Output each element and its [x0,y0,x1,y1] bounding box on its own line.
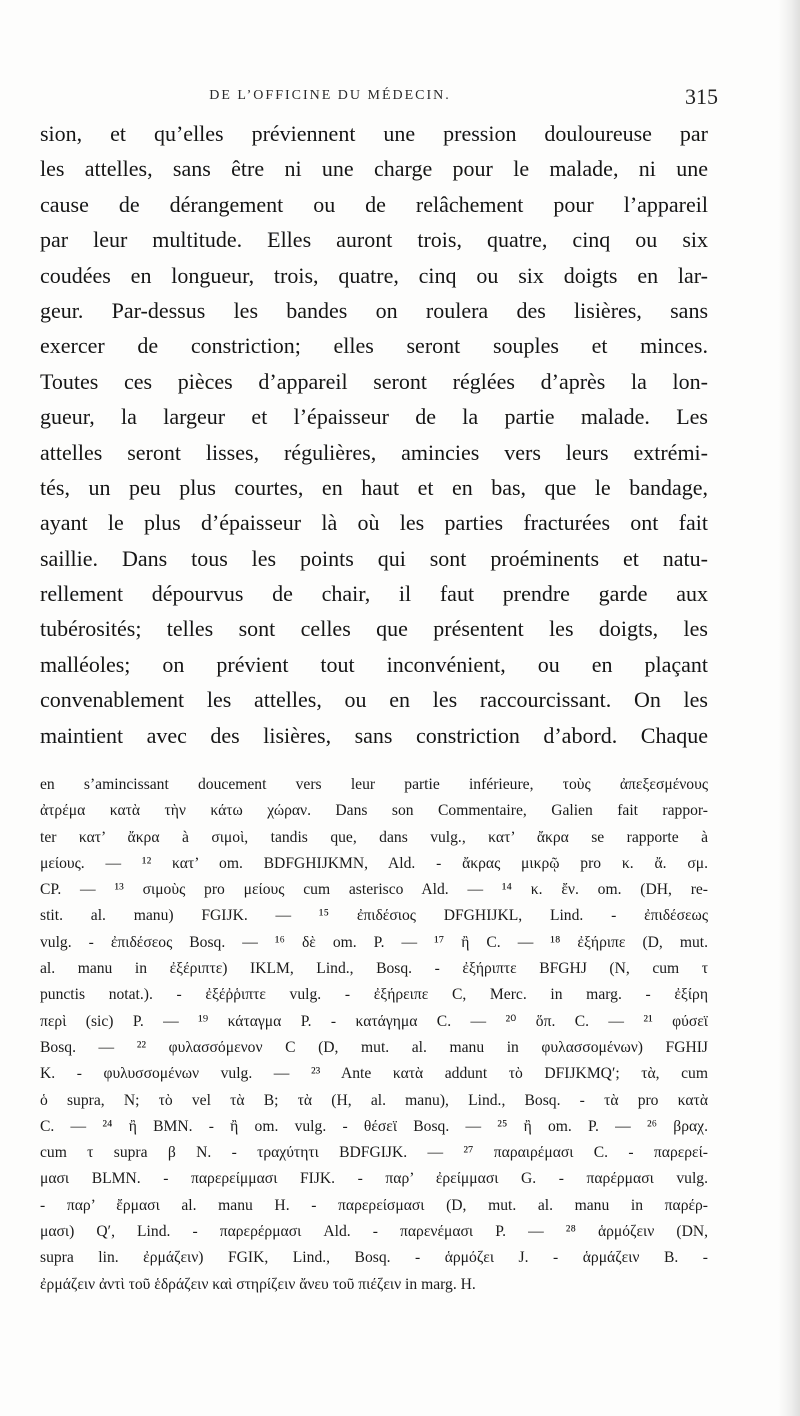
text-line: malléoles; on prévient tout inconvénient, ou en plaçant [40,651,708,677]
text-line: convenablement les attelles, ou en les raccourcissant. On les [40,687,708,713]
footnote-line: stit. al. manu) FGIJK. — ¹⁵ ἐπιδέσιος DFGHIJKL, Lind. - ἐπιδέσεως [40,907,708,925]
footnote-line: CP. — ¹³ σιμοὺς pro μείους cum asterisco Ald. — ¹⁴ κ. ἔν. om. (DH, re- [40,881,708,899]
text-line: les attelles, sans être ni une charge pour le malade, ni une [40,156,708,182]
footnote-line: - παρ’ ἔρμασι al. manu H. - παρερείσμασι (D, mut. al. manu in παρέρ- [40,1196,708,1214]
text-line: gueur, la largeur et l’épaisseur de la partie malade. Les [40,404,708,430]
text-line: ayant le plus d’épaisseur là où les parties fracturées ont fait [40,510,708,536]
footnote-line: en s’amincissant doucement vers leur partie inférieure, τοὺς ἀπεξεσμένους [40,776,708,793]
footnote-line: μασι BLMN. - παρερείμμασι FIJK. - παρ’ ἐρείμμασι G. - παρέρμασι vulg. [40,1170,708,1188]
footnote-line: vulg. - ἐπιδέσεος Bosq. — ¹⁶ δὲ om. P. — ¹⁷ ἢ C. — ¹⁸ ἐξήριπε (D, mut. [40,933,708,951]
footnote-line: al. manu in ἐξέριπτε) IKLM, Lind., Bosq. - ἐξήριπτε BFGHJ (N, cum τ [40,960,708,978]
footnote-line: supra lin. ἐρμάζειν) FGIK, Lind., Bosq. - ἁρμόζει J. - ἁρμάζειν B. - [40,1249,708,1267]
running-head: DE L’OFFICINE DU MÉDECIN. [209,88,451,103]
text-line: saillie. Dans tous les points qui sont proéminents et natu- [40,545,708,571]
footnote-line: περὶ (sic) P. — ¹⁹ κάταγμα P. - κατάγημα C. — ²⁰ ὅπ. C. — ²¹ φύσεϊ [40,1012,708,1030]
footnote-line: ὁ supra, N; τὸ vel τὰ B; τὰ (H, al. manu), Lind., Bosq. - τὰ pro κατὰ [40,1091,708,1109]
text-line: attelles seront lisses, régulières, amincies vers leurs extrémi- [40,439,708,465]
text-line: geur. Par-dessus les bandes on roulera des lisières, sans [40,297,708,323]
footnote-line: C. — ²⁴ ἢ BMN. - ἢ om. vulg. - θέσεϊ Bosq. — ²⁵ ἢ om. P. — ²⁶ βραχ. [40,1117,708,1135]
footnote-line: Bosq. — ²² φυλασσόμενον C (D, mut. al. manu in φυλασσομένων) FGHIJ [40,1038,708,1056]
footnote-line: ἀτρέμα κατὰ τὴν κάτω χώραν. Dans son Commentaire, Galien fait rappor- [40,802,708,820]
text-line: coudées en longueur, trois, quatre, cinq ou six doigts en lar- [40,262,708,288]
text-line: rellement dépourvus de chair, il faut prendre garde aux [40,581,708,607]
footnotes [40,772,708,1298]
text-line: cause de dérangement ou de relâchement pour l’appareil [40,191,708,217]
text-line: maintient avec des lisières, sans constriction d’abord. Chaque [40,722,708,748]
footnote-line: ἐρμάζειν ἀντὶ τοῦ ἑδράζειν καὶ στηρίζειν ἄνευ τοῦ πιέζειν in marg. H. [40,1275,476,1293]
page-header [40,84,720,110]
text-line: Toutes ces pièces d’appareil seront réglées d’après la lon- [40,368,708,394]
text-line: tés, un peu plus courtes, en haut et en bas, que le bandage, [40,474,708,500]
footnote-line: K. - φυλυσσομένων vulg. — ²³ Ante κατὰ addunt τὸ DFIJKMQ′; τὰ, cum [40,1065,708,1083]
footnote-line: cum τ supra β N. - τραχύτητι BDFGIJK. — ²⁷ παραιρέμασι C. - παρερεί- [40,1144,708,1162]
footnote-line: μασι) Q′, Lind. - παρερέρμασι Ald. - παρενέμασι P. — ²⁸ ἁρμόζειν (DN, [40,1223,708,1241]
main-text [40,116,708,753]
page-edge-shadow [778,0,800,1416]
text-line: par leur multitude. Elles auront trois, quatre, cinq ou six [40,227,708,253]
text-line: exercer de constriction; elles seront souples et minces. [40,333,708,359]
footnote-line: punctis notat.). - ἐξέῤῥιπτε vulg. - ἐξήρειπε C, Merc. in marg. - ἐξίρη [40,986,708,1004]
text-line: sion, et qu’elles préviennent une pression douloureuse par [40,121,708,146]
footnote-line: μείους. — ¹² κατ’ om. BDFGHIJKMN, Ald. - ἄκρας μικρῷ pro κ. ἄ. σμ. [40,854,708,872]
footnote-line: ter κατ’ ἄκρα à σιμοὶ, tandis que, dans vulg., κατ’ ἄκρα se rapporte à [40,828,708,846]
text-line: tubérosités; telles sont celles que présentent les doigts, les [40,616,708,642]
page-number: 315 [685,84,718,109]
